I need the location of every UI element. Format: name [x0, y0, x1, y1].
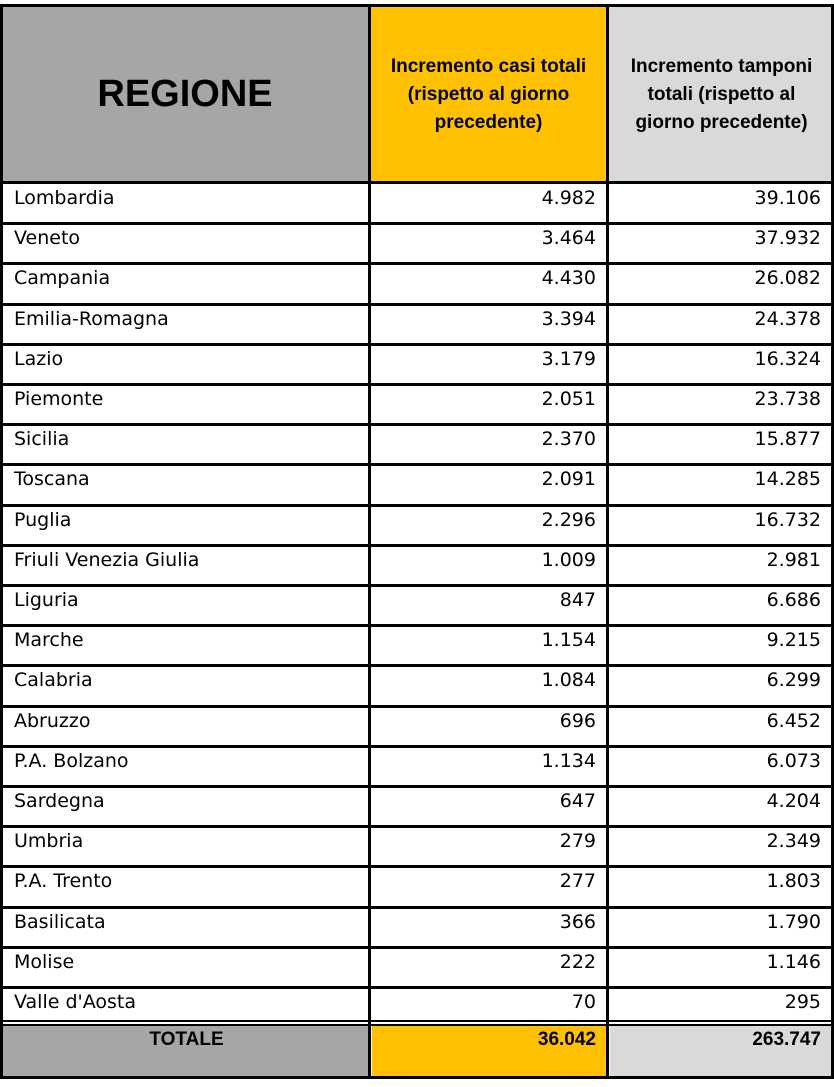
grid-line	[0, 504, 834, 507]
cases-increment: 3.394	[372, 304, 609, 344]
region-name: Puglia	[2, 505, 371, 545]
cases-increment: 2.296	[372, 505, 609, 545]
cases-increment: 2.091	[372, 464, 609, 504]
tests-increment: 4.204	[610, 786, 834, 826]
grid-line	[0, 544, 834, 547]
region-name: Emilia-Romagna	[2, 304, 371, 344]
cases-increment: 222	[372, 947, 609, 987]
region-name: Veneto	[2, 223, 371, 263]
grid-line	[0, 222, 834, 225]
tests-increment: 16.324	[610, 344, 834, 384]
region-name: Campania	[2, 263, 371, 303]
tests-increment: 1.146	[610, 947, 834, 987]
grid-line	[0, 745, 834, 748]
region-name: Piemonte	[2, 384, 371, 424]
region-name: P.A. Bolzano	[2, 746, 371, 786]
grid-line	[0, 825, 834, 828]
cases-increment: 847	[372, 585, 609, 625]
cases-increment: 4.430	[372, 263, 609, 303]
cases-increment: 3.464	[372, 223, 609, 263]
grid-line	[0, 986, 834, 989]
region-name: Valle d'Aosta	[2, 987, 371, 1027]
grid-line	[368, 4, 371, 1079]
region-name: Sicilia	[2, 424, 371, 464]
grid-line	[0, 303, 834, 306]
grid-line	[0, 946, 834, 949]
tests-increment: 2.981	[610, 545, 834, 585]
grid-line	[0, 343, 834, 346]
totals-tests: 263.747	[610, 1025, 834, 1077]
tests-increment: 6.299	[610, 665, 834, 705]
tests-increment: 23.738	[610, 384, 834, 424]
grid-line	[0, 705, 834, 708]
region-name: Toscana	[2, 464, 371, 504]
region-name: Basilicata	[2, 907, 371, 947]
grid-line	[0, 624, 834, 627]
tests-increment: 15.877	[610, 424, 834, 464]
tests-increment: 1.790	[610, 907, 834, 947]
cases-increment: 279	[372, 826, 609, 866]
region-name: Abruzzo	[2, 706, 371, 746]
tests-increment: 295	[610, 987, 834, 1027]
tests-increment: 14.285	[610, 464, 834, 504]
cases-increment: 1.009	[372, 545, 609, 585]
grid-line	[0, 785, 834, 788]
cases-increment: 277	[372, 866, 609, 906]
grid-line	[0, 1020, 834, 1022]
tests-increment: 16.732	[610, 505, 834, 545]
tests-increment: 1.803	[610, 866, 834, 906]
grid-line	[0, 262, 834, 265]
header-incremento-casi: Incremento casi totali (rispetto al giorno precedente)	[371, 7, 606, 182]
cases-increment: 696	[372, 706, 609, 746]
grid-line	[0, 423, 834, 426]
header-incremento-tamponi: Incremento tamponi totali (rispetto al giorno precedente)	[609, 7, 834, 182]
tests-increment: 24.378	[610, 304, 834, 344]
region-name: Liguria	[2, 585, 371, 625]
tests-increment: 6.686	[610, 585, 834, 625]
grid-line	[0, 4, 3, 1079]
cases-increment: 1.134	[372, 746, 609, 786]
grid-line	[0, 865, 834, 868]
cases-increment: 70	[372, 987, 609, 1027]
totals-label: TOTALE	[2, 1025, 371, 1077]
region-name: Molise	[2, 947, 371, 987]
cases-increment: 1.084	[372, 665, 609, 705]
cases-increment: 647	[372, 786, 609, 826]
grid-line	[0, 584, 834, 587]
region-name: Lazio	[2, 344, 371, 384]
grid-line	[0, 906, 834, 909]
cases-increment: 2.051	[372, 384, 609, 424]
header-regione: REGIONE	[2, 7, 368, 182]
region-name: Umbria	[2, 826, 371, 866]
grid-line	[0, 463, 834, 466]
grid-line	[0, 181, 834, 184]
cases-increment: 366	[372, 907, 609, 947]
region-name: Marche	[2, 625, 371, 665]
tests-increment: 6.073	[610, 746, 834, 786]
grid-line	[0, 383, 834, 386]
grid-line	[606, 4, 609, 1079]
tests-increment: 39.106	[610, 183, 834, 223]
tests-increment: 37.932	[610, 223, 834, 263]
region-name: Friuli Venezia Giulia	[2, 545, 371, 585]
cases-increment: 2.370	[372, 424, 609, 464]
region-name: Lombardia	[2, 183, 371, 223]
grid-line	[0, 1076, 834, 1079]
grid-line	[0, 1024, 834, 1026]
totals-cases: 36.042	[372, 1025, 609, 1077]
tests-increment: 9.215	[610, 625, 834, 665]
cases-increment: 1.154	[372, 625, 609, 665]
grid-line	[0, 664, 834, 667]
grid-line	[0, 4, 834, 7]
region-name: Sardegna	[2, 786, 371, 826]
cases-increment: 3.179	[372, 344, 609, 384]
tests-increment: 26.082	[610, 263, 834, 303]
region-name: Calabria	[2, 665, 371, 705]
tests-increment: 2.349	[610, 826, 834, 866]
cases-increment: 4.982	[372, 183, 609, 223]
region-name: P.A. Trento	[2, 866, 371, 906]
tests-increment: 6.452	[610, 706, 834, 746]
